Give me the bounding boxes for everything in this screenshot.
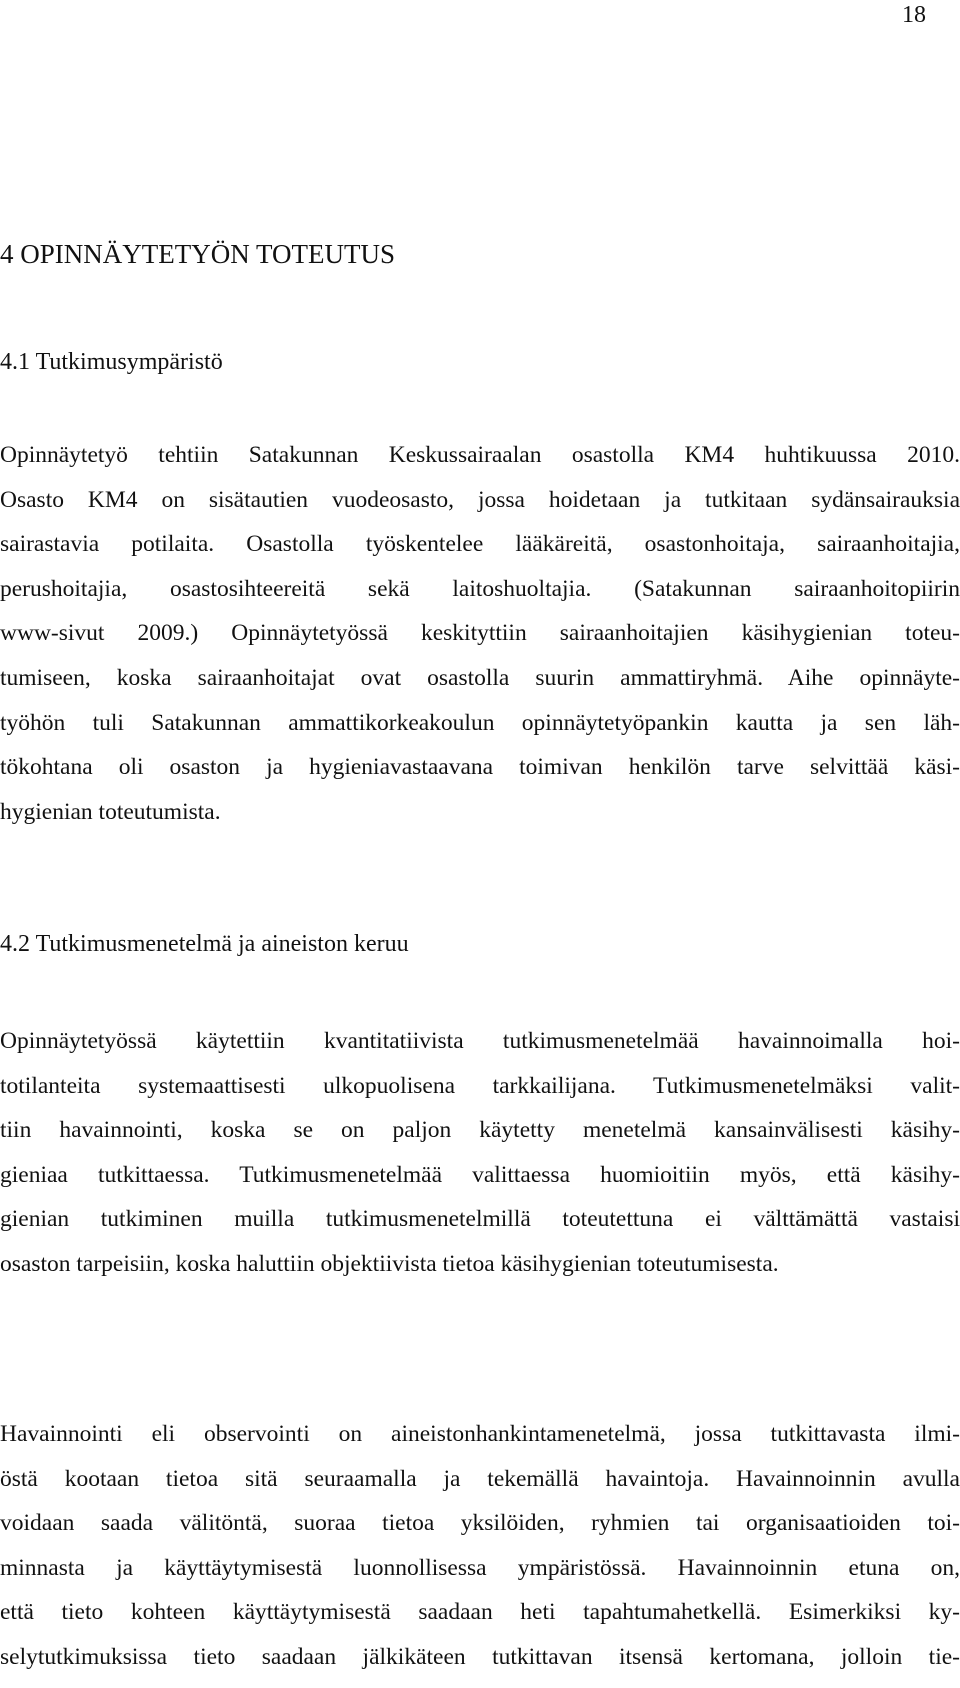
text-line: totilanteita systemaattisesti ulkopuolisena tarkkailijana. Tutkimusmenetelmäksi valit- <box>0 1072 960 1099</box>
text-line: www-sivut 2009.) Opinnäytetyössä keskityttiin sairaanhoitajien käsihygienian toteu- <box>0 620 960 647</box>
chapter-heading: 4 OPINNÄYTETYÖN TOTEUTUS <box>0 239 395 269</box>
text-line: tumiseen, koska sairaanhoitajat ovat osastolla suurin ammattiryhmä. Aihe opinnäyte- <box>0 664 960 691</box>
text-line: osaston tarpeisiin, koska haluttiin objektiivista tietoa käsihygienian toteutumisesta. <box>0 1250 779 1277</box>
paragraph-research-environment <box>0 433 960 834</box>
text-line: östä kootaan tietoa sitä seuraamalla ja tekemällä havaintoja. Havainnoinnin avulla <box>0 1465 960 1492</box>
page-number: 18 <box>902 2 926 28</box>
paragraph-observation <box>0 1412 960 1680</box>
text-line: gienian tutkiminen muilla tutkimusmenetelmillä toteutettuna ei välttämättä vastaisi <box>0 1206 960 1233</box>
text-line: sairastavia potilaita. Osastolla työskentelee lääkäreitä, osastonhoitaja, sairaanhoitajia, <box>0 531 960 558</box>
section-heading-4-1: 4.1 Tutkimusympäristö <box>0 349 223 375</box>
text-line: että tieto kohteen käyttäytymisestä saadaan heti tapahtumahetkellä. Esimerkiksi ky- <box>0 1599 960 1626</box>
text-line: Opinnäytetyö tehtiin Satakunnan Keskussairaalan osastolla KM4 huhtikuussa 2010. <box>0 442 960 468</box>
text-line: hygienian toteutumista. <box>0 798 221 825</box>
text-line: tökohtana oli osaston ja hygieniavastaavana toimivan henkilön tarve selvittää käsi- <box>0 754 960 781</box>
text-line: perushoitajia, osastosihteereitä sekä laitoshuoltajia. (Satakunnan sairaanhoitopiirin <box>0 575 960 602</box>
text-line: Havainnointi eli observointi on aineistonhankintamenetelmä, jossa tutkittavasta ilmi- <box>0 1421 960 1447</box>
text-line: tiin havainnointi, koska se on paljon käytetty menetelmä kansainvälisesti käsihy- <box>0 1117 960 1144</box>
paragraph-research-method <box>0 1019 960 1287</box>
text-line: gieniaa tutkittaessa. Tutkimusmenetelmää valittaessa huomioitiin myös, että käsihy- <box>0 1161 960 1188</box>
text-line: minnasta ja käyttäytymisestä luonnollisessa ympäristössä. Havainnoinnin etuna on, <box>0 1554 960 1581</box>
text-line: Osasto KM4 on sisätautien vuodeosasto, jossa hoidetaan ja tutkitaan sydänsairauksia <box>0 486 960 513</box>
text-line: Opinnäytetyössä käytettiin kvantitatiivista tutkimusmenetelmää havainnoimalla hoi- <box>0 1028 960 1054</box>
text-line: voidaan saada välitöntä, suoraa tietoa yksilöiden, ryhmien tai organisaatioiden toi- <box>0 1510 960 1537</box>
text-line: selytutkimuksissa tieto saadaan jälkikäteen tutkittavan itsensä kertomana, jolloin tie- <box>0 1643 960 1670</box>
text-line: työhön tuli Satakunnan ammattikorkeakoulun opinnäytetyöpankin kautta ja sen läh- <box>0 709 960 736</box>
section-heading-4-2: 4.2 Tutkimusmenetelmä ja aineiston keruu <box>0 931 409 957</box>
